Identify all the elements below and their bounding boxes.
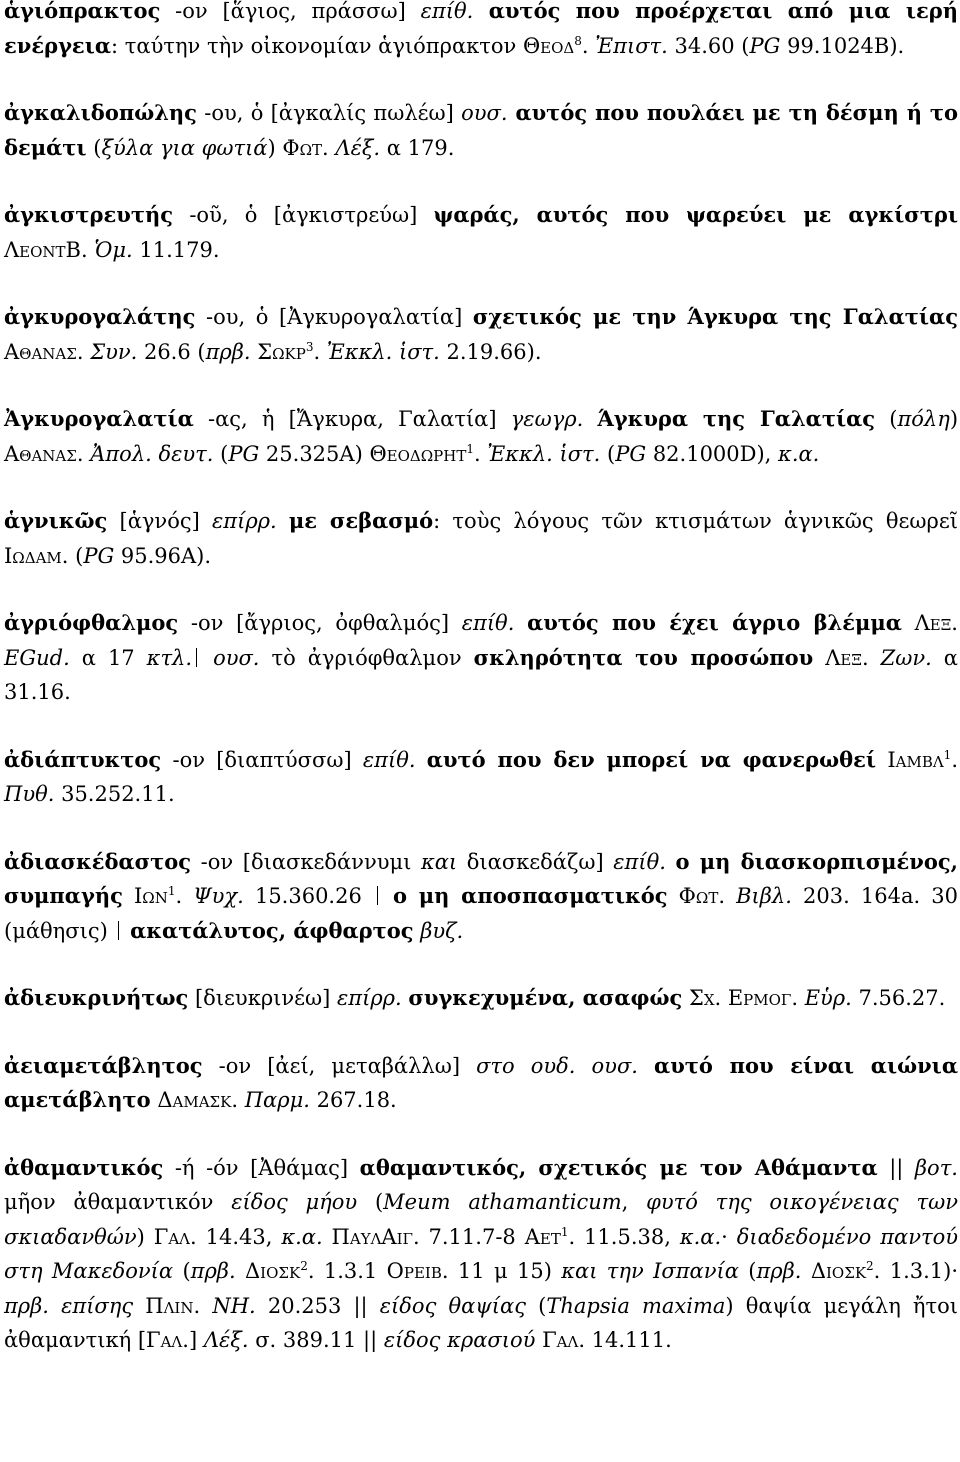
dictionary-entry-agkistreutes xyxy=(4,198,958,267)
headword: ἁγνικῶς xyxy=(4,508,108,533)
entry-text xyxy=(236,1259,245,1283)
entry-text: και την Ισπανία xyxy=(561,1259,739,1283)
entry-text: . 11 μ 15) xyxy=(441,1259,562,1283)
entry-text: . xyxy=(231,1088,245,1112)
entry-text: ( xyxy=(213,441,229,466)
entry-text: 11.179. xyxy=(132,237,220,262)
headword: ἀγκιστρευτής xyxy=(4,202,174,227)
entry-text: 3 xyxy=(305,339,314,354)
entry-text: ΛεοντΒ xyxy=(4,237,81,262)
entry-text: . 1.3.1)· xyxy=(873,1259,959,1283)
entry-text: διασκεδάζω] xyxy=(457,849,614,874)
entry-text: Λεξ xyxy=(825,645,862,670)
entry-text: ουσ. xyxy=(461,101,508,125)
separator-wrap xyxy=(192,646,201,670)
entry-text: -ου, ὁ [ἀγκαλίς πωλέω] xyxy=(196,101,462,125)
entry-text: . xyxy=(791,986,805,1010)
entry-text: φυτό της οικογένειας των σκιαδανθών xyxy=(4,1190,958,1249)
entry-text: ) xyxy=(267,135,283,160)
entry-text xyxy=(813,646,825,670)
entry-text: ( xyxy=(173,1259,191,1283)
entry-text: . xyxy=(718,884,737,908)
sense-separator xyxy=(377,886,378,905)
entry-text: [διευκρινέω] xyxy=(188,986,338,1010)
entry-text: 99.1024B). xyxy=(780,33,905,58)
entry-text: PG xyxy=(749,33,781,58)
entry-text: Φωτ xyxy=(282,135,323,160)
entry-text: 35.252.11. xyxy=(54,782,175,806)
entry-text xyxy=(638,1054,654,1078)
entry-text: . xyxy=(76,339,91,364)
dictionary-entry-aeiametabletos xyxy=(4,1049,958,1118)
entry-text: Θεοδωρητ xyxy=(369,441,467,466)
entry-text: 15.360.26 xyxy=(243,884,373,908)
entry-text: 203. 164a. 30 (μάθησις) xyxy=(4,884,958,943)
entry-text: ( xyxy=(86,135,102,160)
entry-text: Ιων xyxy=(133,884,168,908)
entry-text: επίθ. xyxy=(613,849,666,874)
entry-text: Βιβλ. xyxy=(736,884,792,908)
entry-text: αυτός που πουλάει με τη δέσμη ή το δεμάτι xyxy=(4,100,959,160)
entry-text: σ. 389.11 || xyxy=(248,1328,384,1352)
entry-text xyxy=(876,748,887,772)
entry-text: · xyxy=(721,1224,737,1249)
entry-text: Δαμασκ xyxy=(157,1088,232,1112)
entry-text: 1 xyxy=(943,747,952,762)
entry-text: ο μη διασκορπισμένος, συμπαγής xyxy=(4,848,958,908)
entry-text xyxy=(583,407,597,431)
entry-text: ( xyxy=(600,441,616,466)
entry-text: βοτ. xyxy=(914,1155,958,1180)
entry-text: επίρρ. xyxy=(337,986,402,1010)
entry-text: Αθανασ xyxy=(4,441,77,466)
entry-text: || xyxy=(877,1155,915,1180)
headword: ἀγριόφθαλμος xyxy=(4,610,179,635)
entry-text: 34.60 ( xyxy=(667,33,750,58)
entry-text: αθαμαντικός, σχετικός με τον Αθάμαντα xyxy=(359,1154,878,1180)
entry-text: διαδεδομένο παντού στη Μακεδονία xyxy=(4,1224,958,1283)
headword: ἀθαμαντικός xyxy=(4,1154,164,1180)
dictionary-entry-adieukrinetos xyxy=(4,981,958,1016)
entry-text: -ή -όν [Ἀθάμας] xyxy=(163,1155,360,1180)
entry-text: α 17 xyxy=(69,645,147,670)
entry-text: ( xyxy=(875,407,898,431)
dictionary-entry-agkyrogalates xyxy=(4,300,958,369)
entry-text: : ταύτην τὴν οἰκονομίαν ἁγιόπρακτον xyxy=(111,33,523,58)
entry-text: 1 xyxy=(560,1224,569,1239)
entry-text: σχετικός με την Άγκυρα της Γαλατίας xyxy=(472,304,958,329)
entry-text: συγκεχυμένα, ασαφώς xyxy=(408,985,683,1010)
entry-text: αυτός που έχει άγριο βλέμμα xyxy=(527,610,902,635)
entry-text: 2.19.66). xyxy=(439,339,542,364)
entry-text: 82.1000D), xyxy=(646,441,779,466)
entry-text: 1 xyxy=(466,441,475,456)
entry-text xyxy=(123,884,134,908)
dictionary-entry-adiaskedastos xyxy=(4,845,958,949)
entry-text: αυτός που προέρχεται από μια ιερή ενέργεια xyxy=(4,0,958,58)
entry-text: Ἐπιστ. xyxy=(595,33,668,58)
entry-text: 7.56.27. xyxy=(851,986,946,1010)
headword: ἀγκυρογαλάτης xyxy=(4,304,196,329)
entry-text: Συν. xyxy=(90,339,138,364)
entry-text: Ψυχ. xyxy=(193,884,244,908)
entry-text: κ.α. xyxy=(679,1224,722,1249)
entry-text: τὸ ἀγριόφθαλμον xyxy=(259,645,474,670)
headword: ἁγιόπρακτος xyxy=(4,0,161,23)
sense-separator xyxy=(118,921,119,940)
headword: Ἀγκυρογαλατία xyxy=(4,406,194,431)
separator-wrap xyxy=(373,884,382,908)
dictionary-entry-agkyrogalatia xyxy=(4,402,958,471)
entry-text: σκληρότητα του προσώπου xyxy=(473,644,814,670)
entry-text: ( xyxy=(525,1293,547,1318)
entry-text: Γαλ xyxy=(146,1328,183,1352)
entry-text: -ον [διασκεδάννυμι xyxy=(191,849,421,874)
entry-text: Πυθ. xyxy=(4,782,55,806)
entry-text: -ον [ἀεί, μεταβάλλω] xyxy=(202,1053,477,1078)
entry-text: Διοσκ xyxy=(244,1259,301,1283)
entry-text: Λέξ. xyxy=(203,1328,249,1352)
entry-text: PG xyxy=(615,441,647,466)
entry-text: επίρρ. xyxy=(212,509,277,533)
entry-text: 1 xyxy=(167,884,176,898)
entry-text: αυτό που δεν μπορεί να φανερωθεί xyxy=(426,746,877,772)
entry-text: 20.253 || xyxy=(255,1293,380,1318)
entry-text: επίθ. xyxy=(420,0,474,23)
entry-text: . xyxy=(322,135,336,160)
entry-text: EGud. xyxy=(4,645,70,670)
entry-text: Πλιν xyxy=(145,1293,194,1318)
entry-text: ψαράς, αυτός που ψαρεύει με αγκίστρι xyxy=(433,202,958,227)
entry-text: . xyxy=(861,645,881,670)
dictionary-entry-hagiopraktos xyxy=(4,0,958,63)
dictionary-entry-athamantikos xyxy=(4,1151,958,1358)
entry-text: Ὁμ. xyxy=(94,237,133,262)
entry-text xyxy=(416,748,427,772)
entry-text: Λέξ. xyxy=(335,135,381,160)
entry-text: 8 xyxy=(574,33,582,48)
entry-text: επίθ. xyxy=(461,611,515,635)
entry-text: Thapsia maxima xyxy=(546,1293,726,1318)
entry-text: ακατάλυτος, άφθαρτος xyxy=(130,917,414,943)
entry-text: ξύλα για φωτιά xyxy=(101,135,268,160)
entry-text: ουσ. xyxy=(213,645,260,670)
entry-text: . xyxy=(313,339,327,364)
entry-text: -ον [ἅγιος, πράσσω] xyxy=(160,0,421,23)
entry-text: . 7.11.7-8 xyxy=(412,1224,525,1249)
entry-text xyxy=(801,1259,810,1283)
entry-text: με σεβασμό xyxy=(288,508,434,533)
entry-text: . 11.5.38, xyxy=(568,1224,680,1249)
entry-text: Ορειβ xyxy=(386,1259,442,1283)
entry-text: 26.6 ( xyxy=(137,339,206,364)
entry-text: . xyxy=(80,237,95,262)
dictionary-entry-agriophthalmos xyxy=(4,606,958,710)
entry-text: είδος θαψίας xyxy=(379,1293,526,1318)
entry-text: α 31.16. xyxy=(4,645,958,704)
entry-text: . xyxy=(581,33,596,58)
entry-text: κτλ. xyxy=(146,645,193,670)
entry-text: Ιωδαμ xyxy=(4,543,62,568)
entry-text: Αθανασ xyxy=(4,339,77,364)
entry-text: και xyxy=(420,849,458,874)
entry-text: πρβ. xyxy=(190,1259,236,1283)
entry-text: επίθ. xyxy=(362,747,416,772)
entry-text: . 14.43, xyxy=(190,1224,282,1249)
entry-text: πρβ. xyxy=(205,339,251,364)
entry-text: πόλη xyxy=(897,407,950,431)
entry-text: PG xyxy=(83,543,115,568)
sense-separator xyxy=(196,648,197,667)
entry-text: -ον [ἄγριος, ὀφθαλμός] xyxy=(178,611,462,635)
entry-text: .] xyxy=(182,1328,204,1352)
entry-text: στο ουδ. ουσ. xyxy=(476,1053,638,1078)
entry-text: NH. xyxy=(212,1293,256,1318)
entry-text: Ἀπολ. δευτ. xyxy=(90,441,214,466)
entry-text: . xyxy=(193,1293,213,1318)
entry-text: βυζ. xyxy=(420,918,464,943)
entry-text: . xyxy=(175,884,194,908)
entry-text: είδος μήου xyxy=(231,1190,358,1214)
entry-text: Γαλ xyxy=(153,1224,191,1249)
entry-text: [ἁγνός] xyxy=(107,509,213,533)
entry-text: Παρμ. xyxy=(244,1088,310,1112)
entry-text: ο μη αποσπασματικός xyxy=(393,883,668,908)
entry-text xyxy=(902,611,915,635)
entry-text: γεωγρ. xyxy=(510,407,584,431)
entry-text: Ἐκκλ. ἱστ. xyxy=(326,339,440,364)
entry-text: Εὑρ. xyxy=(804,986,852,1010)
entry-text: , xyxy=(621,1190,647,1214)
entry-text: Διοσκ xyxy=(810,1259,867,1283)
entry-text: . xyxy=(951,611,958,635)
entry-text: Meum athamanticum xyxy=(383,1190,622,1214)
entry-text xyxy=(133,1294,145,1318)
entry-text: α 179. xyxy=(380,135,455,160)
entry-text: Φωτ xyxy=(678,884,719,908)
headword: ἀδιάπτυκτος xyxy=(4,746,162,772)
entry-text: αυτό που είναι αιώνια αμετάβλητο xyxy=(4,1052,959,1112)
entry-text: ( xyxy=(357,1190,384,1214)
entry-text: ) xyxy=(136,1224,154,1249)
dictionary-entry-adiaptyktos xyxy=(4,743,958,812)
entry-text xyxy=(668,884,679,908)
headword: ἀγκαλιδοπώλης xyxy=(4,100,197,125)
entry-text: ) θαψία μεγάλη ἤτοι ἀθαμαντική [ xyxy=(4,1293,959,1352)
entry-text: 267.18. xyxy=(309,1088,397,1112)
entry-text: 2 xyxy=(300,1259,308,1273)
entry-text: πρβ. επίσης xyxy=(4,1293,134,1318)
entry-text: είδος κρασιού xyxy=(383,1328,536,1352)
entry-text: PG xyxy=(228,441,260,466)
entry-text: 2 xyxy=(866,1259,874,1273)
separator-wrap xyxy=(114,919,123,943)
entry-text: -ον [διαπτύσσω] xyxy=(161,747,363,772)
entry-text: Σχ. Ερμογ xyxy=(688,986,792,1010)
entry-text: ΠαυλΑιγ xyxy=(331,1224,413,1249)
entry-text: Αετ xyxy=(524,1224,561,1249)
headword: ἀειαμετάβλητος xyxy=(4,1052,203,1078)
headword: ἀδιευκρινήτως xyxy=(4,985,189,1010)
entry-text: κ.α. xyxy=(778,441,820,466)
entry-text: Θεοδ xyxy=(522,33,575,58)
entry-text: -οῦ, ὁ [ἀγκιστρεύω] xyxy=(173,203,434,227)
entry-text xyxy=(323,1225,332,1249)
entry-text xyxy=(682,986,689,1010)
entry-text xyxy=(514,611,527,635)
entry-text: . 1.3.1 xyxy=(307,1259,387,1283)
entry-text: -ας, ἡ [Ἄγκυρα, Γαλατία] xyxy=(193,407,511,431)
entry-text xyxy=(277,509,289,533)
headword: ἀδιασκέδαστος xyxy=(4,848,192,874)
entry-text: Ιαμβλ xyxy=(887,747,944,772)
entry-text: . xyxy=(951,747,958,772)
entry-text: . 14.111. xyxy=(578,1328,672,1352)
dictionary-entry-hagnikos xyxy=(4,504,958,573)
entry-text: 25.325A) xyxy=(259,441,370,466)
entry-text: ) xyxy=(949,407,959,431)
entry-text: . xyxy=(474,441,488,466)
entry-text: : τοὺς λόγους τῶν κτισμάτων ἁγνικῶς θεωρεῖ xyxy=(433,509,959,533)
entry-text: Άγκυρα της Γαλατίας xyxy=(597,406,876,431)
entry-text: Σωκρ xyxy=(257,339,306,364)
entry-text: ( xyxy=(738,1259,757,1283)
entry-text: . xyxy=(76,441,91,466)
entry-text: -ου, ὁ [Ἀγκυρογαλατία] xyxy=(195,305,473,329)
entry-text: . ( xyxy=(61,543,84,568)
entry-text: μῆον ἀθαμαντικόν xyxy=(4,1190,232,1214)
entry-text: πρβ. xyxy=(756,1259,802,1283)
entry-text: 95.96A). xyxy=(114,543,212,568)
dictionary-entry-agkalidopoles xyxy=(4,96,958,165)
entry-text: κ.α. xyxy=(281,1224,323,1249)
entry-text xyxy=(666,850,676,874)
entry-text: Λεξ xyxy=(914,611,952,635)
entry-text: Γαλ xyxy=(542,1328,579,1352)
entry-text: Ἐκκλ. ἱστ. xyxy=(487,441,601,466)
entry-text: Ζων. xyxy=(880,645,932,670)
